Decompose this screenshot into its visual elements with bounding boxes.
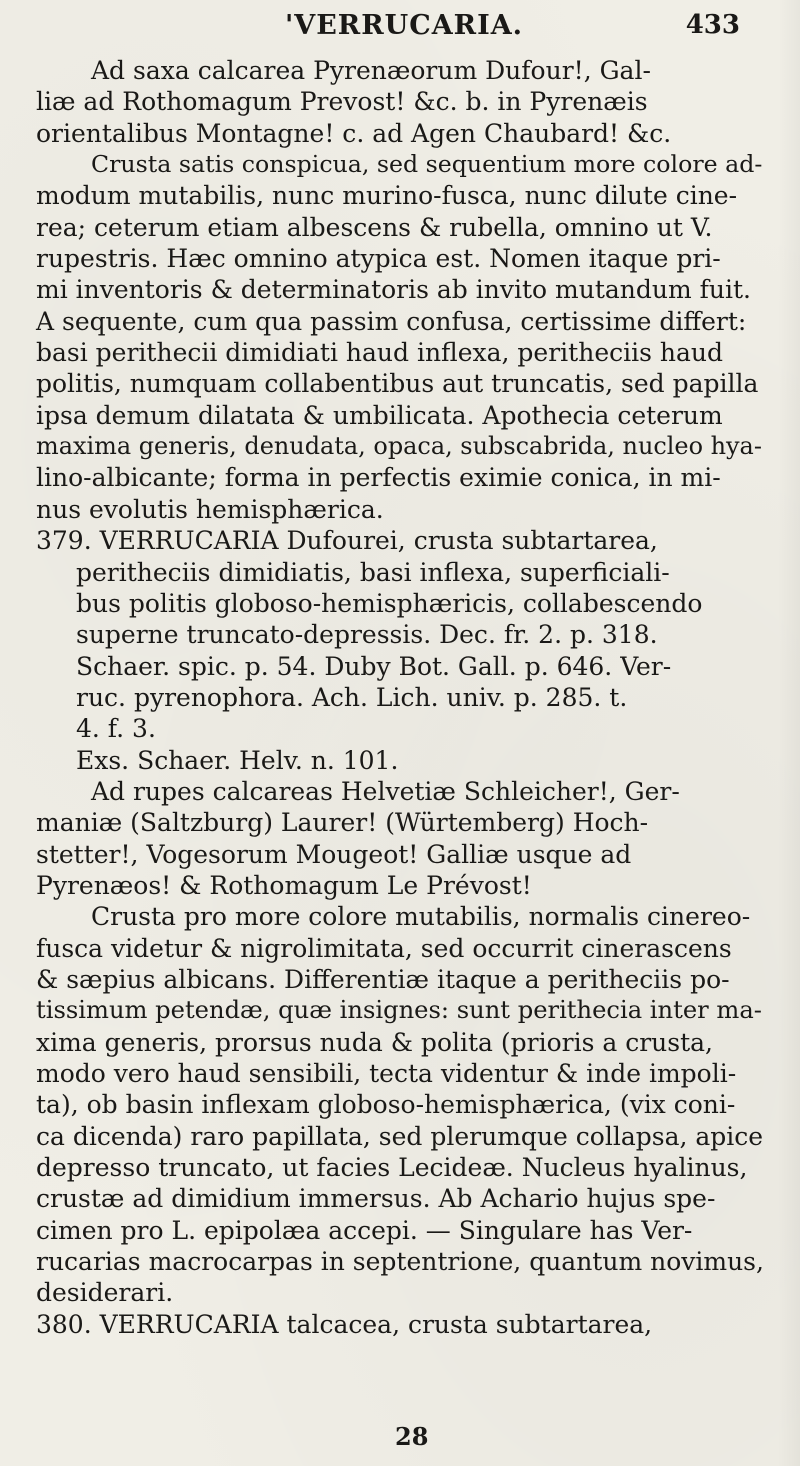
text-line: ta), ob basin inflexam globoso-hemisphærica, (vix coni- <box>36 1090 736 1120</box>
text-line: maniæ (Saltzburg) Laurer! (Würtemberg) Hoch- <box>36 808 649 838</box>
text-line: modo vero haud sensibili, tecta videntur & inde impoli- <box>36 1059 737 1088</box>
text-line: basi perithecii dimidiati haud inflexa, peritheciis haud <box>36 338 723 368</box>
text-line: ca dicenda) raro papillata, sed plerumque collapsa, apice <box>36 1121 764 1151</box>
text-line: 4. f. 3. <box>76 714 156 744</box>
text-line: Crusta pro more colore mutabilis, normalis cinereo- <box>91 902 751 932</box>
body-text <box>36 55 766 1340</box>
text-line: maxima generis, denudata, opaca, subscabrida, nucleo hya- <box>36 432 762 461</box>
page-header <box>0 6 800 50</box>
text-line: lino-albicante; forma in perfectis eximie conica, in mi- <box>36 463 721 493</box>
text-line: A sequente, cum qua passim confusa, certissime differt: <box>36 306 747 336</box>
text-line: nus evolutis hemisphærica. <box>36 494 384 524</box>
signature-mark: 28 <box>395 1422 429 1451</box>
text-line: politis, numquam collabentibus aut truncatis, sed papilla <box>36 369 759 399</box>
text-line: rupestris. Hæc omnino atypica est. Nomen itaque pri- <box>36 244 721 274</box>
text-line: tissimum petendæ, quæ insignes: sunt perithecia inter ma- <box>36 996 762 1025</box>
text-line: depresso truncato, ut facies Lecideæ. Nucleus hyalinus, <box>36 1153 748 1183</box>
text-line: bus politis globoso-hemisphæricis, collabescendo <box>76 588 703 618</box>
page-footer <box>0 1422 800 1458</box>
text-line: fusca videtur & nigrolimitata, sed occurrit cinerascens <box>36 933 732 963</box>
text-line: ipsa demum dilatata & umbilicata. Apothecia ceterum <box>36 400 723 430</box>
text-line: Ad rupes calcareas Helvetiæ Schleicher!, Ger- <box>91 776 680 806</box>
text-line: Schaer. spic. p. 54. Duby Bot. Gall. p. 646. Ver- <box>76 651 672 681</box>
text-line: Crusta satis conspicua, sed sequentium more colore ad- <box>91 150 763 179</box>
text-line: & sæpius albicans. Differentiæ itaque a peritheciis po- <box>36 964 730 994</box>
text-line: rucarias macrocarpas in septentrione, quantum novimus, <box>36 1247 764 1277</box>
running-head: 'VERRUCARIA. <box>285 10 524 41</box>
exsiccata-line: Exs. Schaer. Helv. n. 101. <box>76 745 399 775</box>
text-line: modum mutabilis, nunc murino-fusca, nunc dilute cine- <box>36 181 738 211</box>
text-line: peritheciis dimidiatis, basi inflexa, superficiali- <box>76 557 670 587</box>
text-line: rea; ceterum etiam albescens & rubella, omnino ut V. <box>36 212 713 242</box>
text-line: superne truncato-depressis. Dec. fr. 2. p. 318. <box>76 620 658 650</box>
text-line: mi inventoris & determinatoris ab invito mutandum fuit. <box>36 275 751 305</box>
text-line: crustæ ad dimidium immersus. Ab Achario hujus spe- <box>36 1184 716 1214</box>
entry-heading-380: 380. VERRUCARIA talcacea, crusta subtartarea, <box>36 1309 653 1339</box>
text-line: desiderari. <box>36 1278 174 1308</box>
text-line: xima generis, prorsus nuda & polita (prioris a crusta, <box>36 1027 713 1057</box>
text-line: orientalibus Montagne! c. ad Agen Chaubard! &c. <box>36 118 672 148</box>
text-line: stetter!, Vogesorum Mougeot! Galliæ usque ad <box>36 839 632 869</box>
text-line: cimen pro L. epipolæa accepi. — Singulare has Ver- <box>36 1215 693 1245</box>
text-line: Ad saxa calcarea Pyrenæorum Dufour!, Gal- <box>91 56 651 85</box>
text-line: ruc. pyrenophora. Ach. Lich. univ. p. 285. t. <box>76 682 628 712</box>
page-edge-shadow <box>778 0 800 1466</box>
entry-heading-379: 379. VERRUCARIA Dufourei, crusta subtartarea, <box>36 526 658 556</box>
text-line: liæ ad Rothomagum Prevost! &c. b. in Pyrenæis <box>36 87 648 117</box>
page-number: 433 <box>685 10 740 40</box>
text-line: Pyrenæos! & Rothomagum Le Prévost! <box>36 870 532 900</box>
